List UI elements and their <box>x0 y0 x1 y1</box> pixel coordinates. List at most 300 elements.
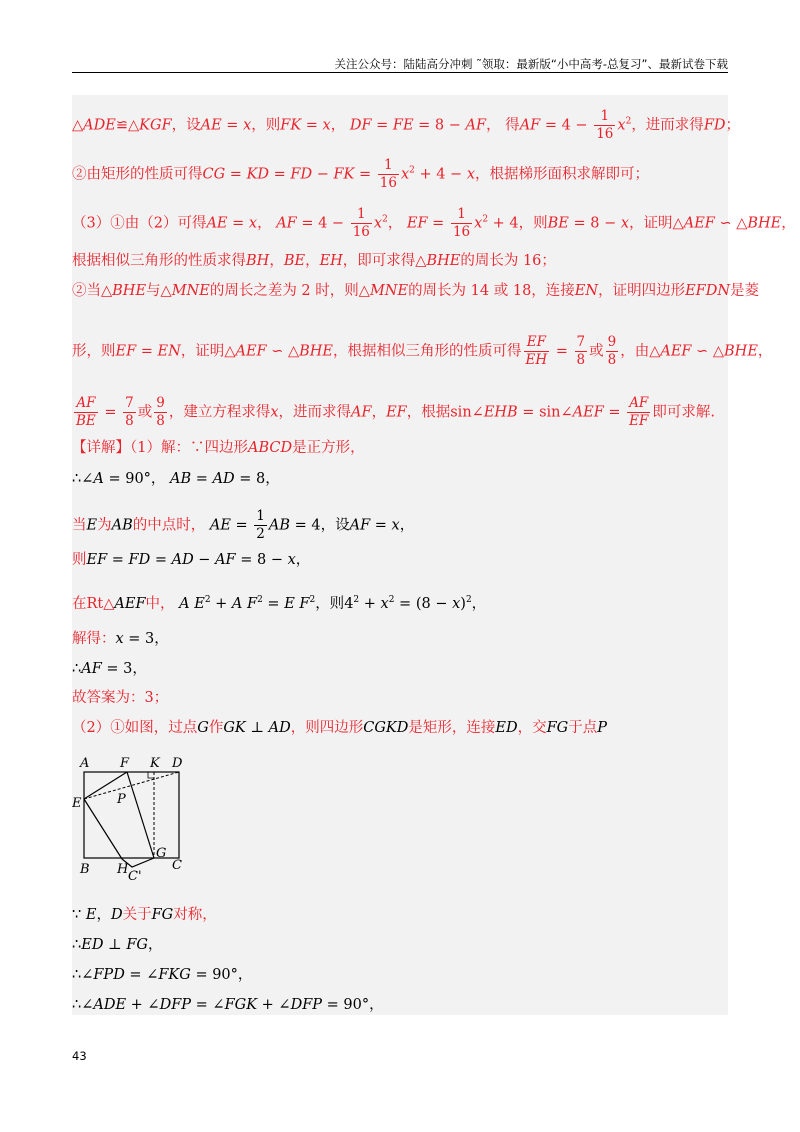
math: E <box>86 517 98 534</box>
text: + ∠ <box>126 997 160 1013</box>
numerator: 9 <box>607 334 617 350</box>
text: ，证明四边形 <box>598 283 686 299</box>
math: GK <box>223 720 246 736</box>
fraction <box>74 395 98 430</box>
math: AF <box>349 517 371 534</box>
text: 的周长之差为 2 时，则 <box>209 283 359 299</box>
text: = ∠ <box>191 997 225 1013</box>
math: BHE <box>426 253 461 269</box>
math: DF <box>349 117 372 134</box>
text: ∽ <box>714 215 737 232</box>
page-number: 43 <box>72 1049 87 1063</box>
detail-line-14 <box>72 659 147 679</box>
text: = 4 − <box>540 117 593 134</box>
text: （1）解： <box>130 440 190 456</box>
text: ∴∠ <box>72 967 94 983</box>
numerator: 9 <box>156 395 165 411</box>
math: FD <box>703 117 726 134</box>
math: x <box>620 215 630 232</box>
denominator: 16 <box>452 224 471 240</box>
fraction <box>606 334 619 369</box>
math: AB <box>170 471 192 487</box>
math: FE <box>392 117 414 134</box>
text: = 90°， <box>322 997 384 1013</box>
text: 是正方形， <box>292 440 365 456</box>
text: = 3， <box>101 661 147 677</box>
text: △ <box>649 343 661 360</box>
math: AEF <box>114 596 146 612</box>
text: 形，则 <box>72 343 116 360</box>
text: ，根据相似三角形的性质可得 <box>333 343 522 360</box>
text: = <box>394 596 416 612</box>
math: AF <box>276 215 297 232</box>
text: ，根据梯形面积求解即可； <box>475 166 650 183</box>
text: ， <box>96 907 111 923</box>
label-C-prime: C' <box>128 869 142 880</box>
label-B: B <box>80 862 90 877</box>
square-geometry-figure <box>72 755 192 880</box>
fraction <box>351 206 372 241</box>
math: AE <box>206 215 228 232</box>
text: △ <box>224 343 236 360</box>
text: 中， <box>145 596 180 612</box>
math: FG <box>546 720 569 736</box>
math: BE <box>547 215 569 232</box>
math: BH <box>246 253 270 269</box>
text: ， <box>399 517 415 534</box>
math: A E <box>179 596 205 612</box>
analysis-line-1 <box>72 108 740 143</box>
text: = <box>603 404 626 421</box>
text: ，证明 <box>629 215 673 232</box>
numerator: AF <box>74 395 98 413</box>
math: ED <box>495 720 518 736</box>
math: FKG <box>158 967 191 983</box>
text: ， 得 <box>486 117 520 134</box>
text: ， <box>295 552 311 568</box>
text: △ <box>160 283 172 299</box>
text: 则 <box>72 552 87 568</box>
superscript: 2 <box>625 116 632 127</box>
text: = <box>150 552 172 568</box>
math: FD <box>290 166 313 183</box>
numerator: 1 <box>256 508 265 524</box>
math: x <box>243 117 252 134</box>
text: = 8， <box>234 471 280 487</box>
math: AF <box>351 404 372 421</box>
detail-line-12 <box>72 590 486 614</box>
text: = 3， <box>123 631 169 647</box>
detail-line-15 <box>72 688 168 708</box>
text: 或 <box>589 343 604 360</box>
superscript: 2 <box>257 595 263 605</box>
segment-EH <box>84 799 122 859</box>
math: BHE <box>112 283 147 299</box>
text: = ∠ <box>124 967 159 983</box>
math: x <box>270 404 279 421</box>
math: x <box>380 596 389 612</box>
analysis-line-2 <box>72 157 649 192</box>
text: 即可求解. <box>652 404 715 421</box>
numerator: 7 <box>576 334 586 350</box>
text: ，建立方程求得 <box>168 404 271 421</box>
text: ； <box>725 117 740 134</box>
text: ，由 <box>620 343 650 360</box>
text: = <box>136 343 158 360</box>
superscript: 2 <box>409 165 415 176</box>
math: EN <box>157 343 181 360</box>
math: FD <box>128 552 151 568</box>
detail-line-10 <box>72 508 414 543</box>
math: BHE <box>299 343 334 360</box>
math: BE <box>283 253 306 269</box>
analysis-line-3 <box>72 206 796 241</box>
math: EN <box>574 283 599 299</box>
math: x <box>391 517 400 534</box>
math: x <box>452 596 461 612</box>
text: 于点 <box>568 720 598 736</box>
math: EHB <box>483 404 518 421</box>
text: = 90°， <box>103 471 171 487</box>
math: ADE <box>83 117 116 134</box>
text: △ <box>415 253 427 269</box>
text: ， <box>387 215 407 232</box>
math: x <box>474 215 483 232</box>
text: ∵四边形 <box>189 440 248 456</box>
detail-line-16 <box>72 718 607 738</box>
fraction <box>254 508 267 543</box>
math: EF <box>86 552 108 568</box>
math: A F <box>231 596 258 612</box>
math: ED <box>81 937 104 953</box>
math: FK <box>280 117 302 134</box>
text: ， <box>269 253 284 269</box>
math: AEF <box>660 343 692 360</box>
math: AD <box>268 720 291 736</box>
text: ⊥ <box>245 720 269 736</box>
text: ，则 <box>251 117 281 134</box>
segment-FG <box>127 772 154 858</box>
math: KD <box>246 166 270 183</box>
math: FK <box>333 166 355 183</box>
text: ， <box>257 215 277 232</box>
text: 的周长为 16； <box>460 253 556 269</box>
text: = <box>225 166 247 183</box>
text: ，证明 <box>180 343 225 360</box>
math: AB <box>111 517 133 534</box>
text: = 90°， <box>190 967 253 983</box>
text: ) <box>460 596 466 612</box>
numerator: 1 <box>451 206 472 224</box>
text: = <box>221 117 244 134</box>
label-E: E <box>72 796 82 811</box>
text: ∵ <box>72 907 86 923</box>
math: AD <box>212 471 235 487</box>
math: CGKD <box>363 720 409 736</box>
text: ∽ <box>266 343 288 360</box>
math: E <box>85 907 97 923</box>
numerator: EF <box>524 334 550 352</box>
denominator: EH <box>525 352 548 368</box>
detail-line-20 <box>72 995 384 1015</box>
text: 关于 <box>122 907 152 923</box>
text: ∴∠ <box>72 471 94 487</box>
math: AF <box>519 117 541 134</box>
text: △ <box>358 283 370 299</box>
denominator: 8 <box>125 413 134 429</box>
numerator: AF <box>627 395 650 413</box>
text: = <box>107 552 129 568</box>
detail-line-13 <box>72 629 169 649</box>
page-header: 关注公众号：陆陆高分冲刺 ˜领取：最新版“小中高考-总复习”、最新试卷下载 <box>334 57 728 71</box>
math: BHE <box>724 343 758 360</box>
math: FG <box>151 907 174 923</box>
text: 的中点时， <box>132 517 210 534</box>
text: ⊥ <box>103 937 127 953</box>
math: AB <box>268 517 291 534</box>
math: D <box>110 907 123 923</box>
denominator: 8 <box>576 352 586 368</box>
text: = <box>370 517 392 534</box>
text: 是矩形，连接 <box>408 720 496 736</box>
text: ，根据 <box>406 404 451 421</box>
text: ，即可求得 <box>342 253 416 269</box>
text: △ <box>128 117 140 134</box>
superscript: 2 <box>382 214 388 225</box>
text: = 8 − <box>235 552 288 568</box>
text: △ <box>72 117 84 134</box>
text: 当 <box>72 517 87 534</box>
fraction <box>627 395 650 430</box>
text: = <box>371 117 393 134</box>
label-D: D <box>172 756 183 771</box>
text: + 4，则 <box>488 215 548 232</box>
fraction <box>154 395 167 430</box>
math: MNE <box>369 283 409 299</box>
fraction <box>594 108 615 143</box>
text: = <box>354 166 376 183</box>
fraction <box>524 334 550 369</box>
math: A <box>93 471 104 487</box>
math: x <box>466 166 476 183</box>
text: ，则 <box>315 596 345 612</box>
text: = 4 − <box>296 215 349 232</box>
math: AF <box>465 117 487 134</box>
text: ， <box>147 937 163 953</box>
math: x <box>400 166 410 183</box>
math: CG <box>202 166 226 183</box>
text: ， <box>757 343 773 360</box>
header-rule <box>72 72 728 73</box>
math: x <box>322 117 331 134</box>
math: DFP <box>290 997 323 1013</box>
superscript: 2 <box>465 595 472 605</box>
text: △ <box>101 283 113 299</box>
text: (8 − <box>415 596 453 612</box>
math: FPD <box>93 967 125 983</box>
text: 为 <box>97 517 112 534</box>
text: − <box>312 166 334 183</box>
math: AEF <box>572 404 604 421</box>
text: 是菱 <box>730 283 760 299</box>
superscript: 2 <box>204 595 211 605</box>
text: = 8 − <box>413 117 466 134</box>
analysis-line-7 <box>72 395 715 430</box>
text: = <box>427 215 449 232</box>
text: ， <box>371 404 387 421</box>
math: DFP <box>159 997 192 1013</box>
text: = <box>269 166 291 183</box>
math: AE <box>200 117 222 134</box>
numerator: 1 <box>351 206 372 224</box>
analysis-line-4 <box>72 251 556 271</box>
math: AF <box>215 552 236 568</box>
text: ， <box>781 215 796 232</box>
text: ≌ <box>115 117 128 134</box>
math: AE <box>209 517 231 534</box>
detail-line-17 <box>72 905 217 925</box>
math: BHE <box>747 215 782 232</box>
text: − <box>193 552 216 568</box>
detail-line-19 <box>72 965 252 985</box>
text: ∽ <box>691 343 713 360</box>
fraction <box>378 157 399 192</box>
text: = <box>227 215 249 232</box>
superscript: 2 <box>309 595 316 605</box>
label-C: C <box>172 858 182 873</box>
math: AD <box>171 552 194 568</box>
text: △ <box>672 215 684 232</box>
math: x <box>617 117 626 134</box>
text: 故答案为：3； <box>72 690 169 706</box>
detail-line-9 <box>72 469 280 489</box>
text: + <box>210 596 232 612</box>
numerator: 7 <box>125 395 134 411</box>
text: 与 <box>146 283 161 299</box>
superscript: 2 <box>388 595 395 605</box>
math: EF <box>386 404 407 421</box>
text: ，设 <box>171 117 201 134</box>
text: ， <box>471 596 487 612</box>
text: 根据相似三角形的性质求得 <box>72 253 246 269</box>
analysis-line-6 <box>72 334 772 369</box>
right-angle-mark <box>148 772 154 778</box>
math: G <box>197 720 209 736</box>
text: + 4 − <box>414 166 467 183</box>
label-H: H <box>117 862 129 877</box>
label-A: A <box>80 756 90 771</box>
denominator: 8 <box>607 352 617 368</box>
label-G: G <box>156 846 167 861</box>
math: x <box>115 631 124 647</box>
fraction <box>451 206 472 241</box>
math: ABCD <box>247 440 293 456</box>
math: AEF <box>235 343 267 360</box>
fraction <box>123 395 136 430</box>
text: 对称， <box>173 907 217 923</box>
math: EF <box>115 343 137 360</box>
text: 在 <box>72 596 87 612</box>
text: = <box>262 596 285 612</box>
text: = <box>230 517 253 534</box>
text: sin∠ <box>450 404 484 421</box>
label-F: F <box>120 756 130 771</box>
label-P: P <box>117 792 126 807</box>
text: = <box>191 471 213 487</box>
denominator: 16 <box>596 126 614 142</box>
text: ∴∠ <box>72 997 94 1013</box>
text: = <box>551 343 573 360</box>
fraction <box>575 334 588 369</box>
numerator: 1 <box>594 108 615 126</box>
text: = 4，设 <box>290 517 350 534</box>
denominator: BE <box>76 413 96 429</box>
denominator: 8 <box>156 413 165 429</box>
text: 解得： <box>72 631 116 647</box>
math: AEF <box>683 215 715 232</box>
numerator: 1 <box>378 157 399 175</box>
text: 的周长为 14 或 18，连接 <box>408 283 575 299</box>
math: EF <box>406 215 428 232</box>
text: = <box>99 404 122 421</box>
math: AF <box>81 661 102 677</box>
math: x <box>287 552 296 568</box>
text: ，则四边形 <box>290 720 364 736</box>
text: 作 <box>208 720 224 736</box>
detail-line-11 <box>72 550 310 570</box>
math: FG <box>126 937 148 953</box>
text: 或 <box>137 404 153 421</box>
text: （2）①如图，过点 <box>72 720 198 736</box>
math: x <box>248 215 258 232</box>
text: = 8 − <box>568 215 621 232</box>
math: EFDN <box>685 283 731 299</box>
math: P <box>597 720 607 736</box>
text: △ <box>712 343 725 360</box>
detail-line-18 <box>72 935 162 955</box>
math: EH <box>319 253 343 269</box>
text: ，交 <box>517 720 547 736</box>
detail-heading: 【详解】 <box>72 440 130 456</box>
math: E F <box>284 596 310 612</box>
denominator: 2 <box>256 526 265 542</box>
superscript: 2 <box>353 595 360 605</box>
text: ， <box>305 253 320 269</box>
text: ，进而求得 <box>278 404 352 421</box>
text: △ <box>287 343 300 360</box>
detail-line-8 <box>72 438 365 458</box>
text: + <box>359 596 381 612</box>
superscript: 2 <box>482 214 489 225</box>
text: = sin∠ <box>517 404 573 421</box>
text: 4 <box>344 596 354 612</box>
analysis-line-5 <box>72 281 759 301</box>
math: MNE <box>171 283 210 299</box>
math: KGF <box>139 117 172 134</box>
text: ②由矩形的性质可得 <box>72 166 203 183</box>
text: = <box>301 117 323 134</box>
text: ， <box>330 117 350 134</box>
math: FGK <box>224 997 258 1013</box>
text: ，进而求得 <box>631 117 704 134</box>
text: △ <box>736 215 748 232</box>
denominator: 16 <box>352 224 370 240</box>
text: ②当 <box>72 283 101 299</box>
denominator: 16 <box>379 175 397 191</box>
text: （3）①由（2）可得 <box>72 215 207 232</box>
text: ∴ <box>72 937 82 953</box>
text: Rt△ <box>86 596 115 612</box>
